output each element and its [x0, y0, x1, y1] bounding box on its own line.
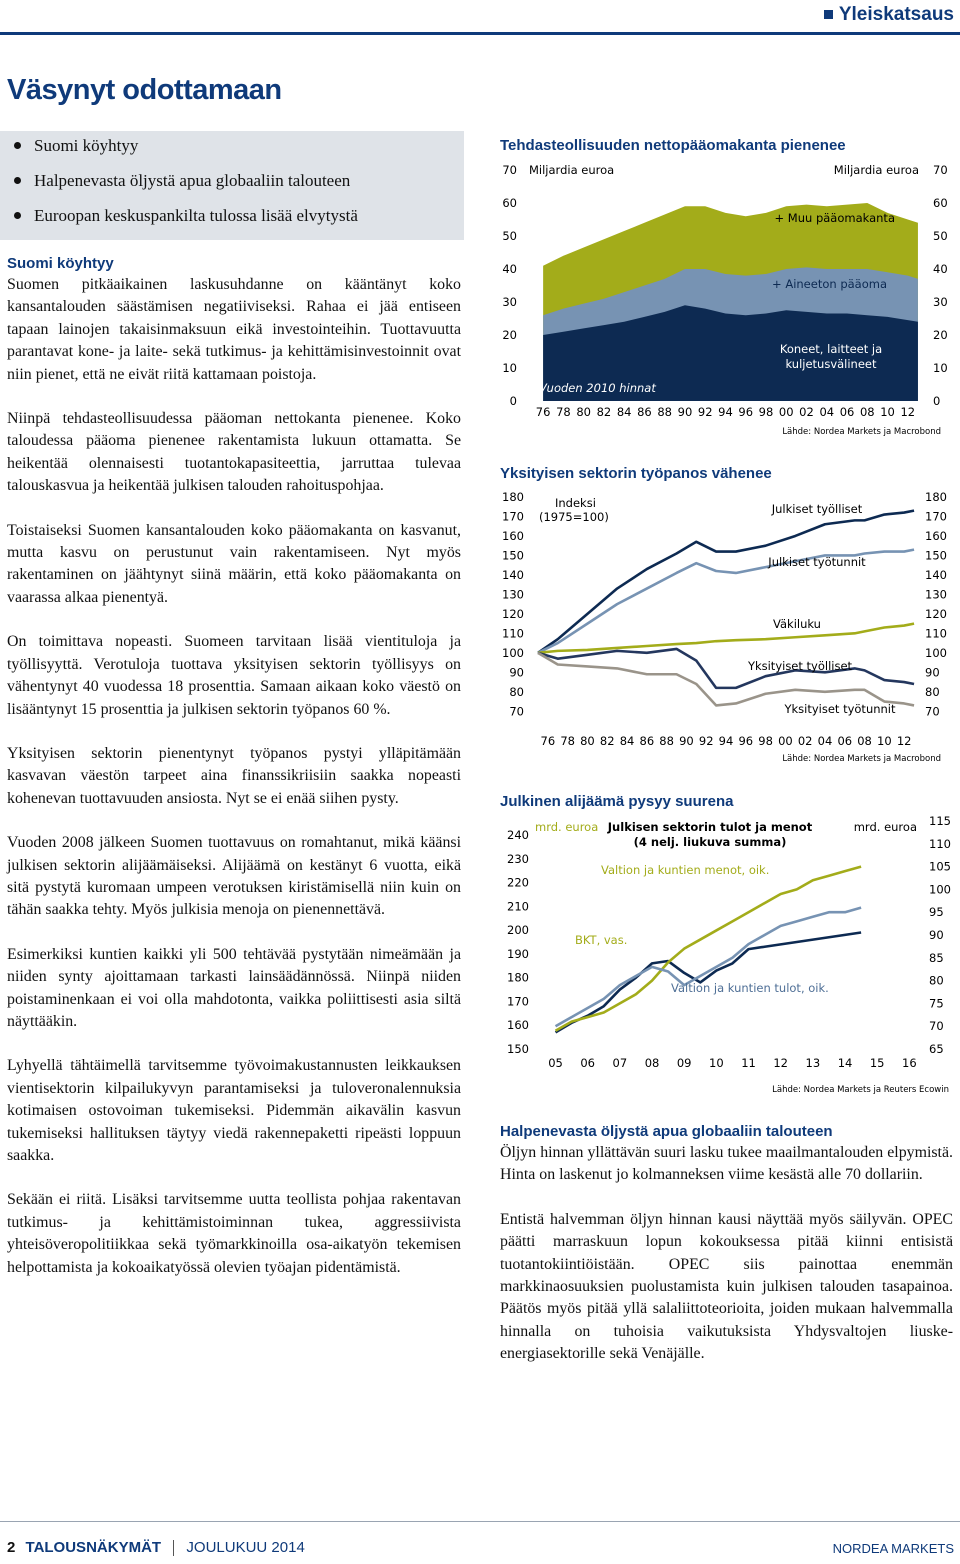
chart1-ytick-right: 50	[933, 229, 948, 243]
section-tag	[824, 4, 954, 26]
chart2-ytick-left: 120	[502, 606, 524, 621]
chart3-ytick-left: 170	[507, 994, 529, 1009]
chart3-series-label: BKT, vas.	[575, 933, 628, 947]
chart3-ylabel-left: mrd. euroa	[535, 820, 599, 834]
chart1-ylabel-right: Miljardia euroa	[833, 163, 919, 177]
chart1-xtick: 98	[758, 405, 774, 419]
paragraph: Entistä halvemman öljyn hinnan kausi näyttää myös säilyvän. OPEC päätti marraskuun lopun kokouksessa pitää kiinni entisistä tuotantokiintiöistään. OPEC siis painottaa enemmän markkinaosuuksien puolustamista kuin julkisen talouden tasapainoa. Päätös myös pitää yllä salaliittoteorioita, joiden mukaan halvemmalla hinnalla on tuhoisia vaikutuksista Yhdysvaltojen liuske-energiasektorille sekä Venäjälle.	[500, 1210, 953, 1363]
chart2-line-2	[538, 624, 914, 653]
left-heading: Suomi köyhtyy	[7, 255, 114, 272]
chart2-xtick: 04	[817, 734, 833, 748]
chart2-xtick: 12	[896, 734, 912, 748]
chart3-xtick: 07	[612, 1056, 628, 1070]
summary-box	[0, 131, 464, 240]
chart3-public-deficit	[495, 813, 958, 1099]
chart1-series-label: Koneet, laitteet ja	[779, 342, 883, 356]
chart1-ytick-right: 40	[933, 262, 948, 276]
chart1-ytick-left: 20	[502, 328, 517, 342]
chart3-source: Lähde: Nordea Markets ja Reuters Ecowin	[772, 1085, 949, 1095]
chart1-xtick: 06	[839, 405, 855, 419]
chart1-ytick-left: 0	[509, 394, 517, 408]
chart3-inner-title: (4 nelj. liukuva summa)	[633, 835, 787, 849]
summary-item: Halpenevasta öljystä apua globaaliin talouteen	[14, 171, 350, 191]
chart3-xtick: 15	[869, 1056, 885, 1070]
footer-divider	[173, 1540, 174, 1556]
chart3-ytick-right: 65	[929, 1042, 944, 1056]
chart1-xtick: 96	[738, 405, 754, 419]
chart2-ytick-right: 170	[925, 509, 947, 524]
chart3-ytick-right: 85	[929, 950, 944, 965]
chart1-ylabel-left: Miljardia euroa	[529, 163, 615, 177]
chart3-xtick: 16	[902, 1056, 917, 1070]
chart2-title: Yksityisen sektorin työpanos vähenee	[500, 465, 772, 482]
chart3-ytick-left: 160	[507, 1018, 529, 1033]
chart1-xtick: 82	[596, 405, 612, 419]
chart1-xtick: 80	[576, 405, 591, 419]
chart2-ytick-right: 90	[925, 665, 940, 680]
chart2-ytick-right: 100	[925, 645, 947, 660]
paragraph: Esimerkiksi kuntien kaikki yli 500 tehtävää pystytään nimeämään ja niiden synty ajoittamaan tarkasti lainsäädännössä. Niinpä niiden poistaminenkaan ei voi olla mahdotonta, vaikka poliittisesti asia siltä näyttääkin.	[7, 945, 461, 1030]
chart2-series-label: Yksityiset työtunnit	[784, 702, 896, 716]
chart2-series-label: Julkiset työtunnit	[768, 555, 866, 569]
chart1-ytick-right: 0	[933, 394, 941, 408]
chart3-ytick-right: 100	[929, 882, 951, 897]
chart3-xtick: 05	[548, 1056, 563, 1070]
section-label: Yleiskatsaus	[838, 4, 954, 25]
chart2-ytick-left: 160	[502, 528, 524, 543]
chart3-ytick-right: 90	[929, 928, 944, 942]
chart2-xtick: 08	[857, 734, 872, 748]
footer	[7, 1539, 305, 1556]
paragraph: Niinpä tehdasteollisuudessa pääoman nettokanta pienenee. Koko taloudessa pääoma pienenee rakentamista lukuun ottamatta. Se heikentää olennaisesti tuotantokapasiteettia, jarruttaa tulevaa talouskasvua ja heikentää julkisen talouden rahoituspohjaa.	[7, 410, 461, 495]
chart2-ytick-right: 180	[925, 490, 947, 504]
chart2-line-4	[538, 653, 914, 706]
chart3-series-label: Valtion ja kuntien menot, oik.	[601, 863, 770, 877]
chart3-xtick: 08	[644, 1056, 660, 1070]
chart3-ytick-right: 80	[929, 973, 944, 988]
chart3-xtick: 10	[709, 1056, 724, 1070]
chart1-xtick: 84	[616, 405, 632, 419]
chart2-xtick: 10	[877, 734, 892, 748]
chart1-ytick-right: 60	[933, 196, 948, 210]
chart2-ytick-left: 140	[502, 567, 524, 582]
chart3-ytick-right: 110	[929, 836, 951, 851]
chart1-ytick-left: 40	[502, 262, 517, 276]
chart2-xtick: 00	[778, 734, 793, 748]
bullet-icon	[14, 212, 21, 219]
chart1-xtick: 12	[900, 405, 916, 419]
chart2-ytick-right: 140	[925, 567, 947, 582]
chart2-ytick-left: 80	[509, 684, 524, 699]
chart3-ytick-right: 70	[929, 1019, 944, 1034]
chart2-ytick-left: 100	[502, 645, 524, 660]
chart2-xtick: 94	[718, 734, 734, 748]
right-column	[500, 1142, 953, 1366]
chart1-ytick-right: 70	[933, 163, 948, 177]
chart3-ytick-right: 105	[929, 859, 951, 874]
summary-item: Suomi köyhtyy	[14, 136, 138, 156]
chart1-capital-stock	[495, 158, 958, 440]
chart2-series-label: Julkiset työlliset	[771, 502, 863, 516]
chart2-ytick-right: 70	[925, 704, 940, 719]
bullet-icon	[14, 177, 21, 184]
left-column	[7, 274, 461, 1279]
chart1-xtick: 02	[799, 405, 814, 419]
chart2-ylabel: (1975=100)	[539, 510, 609, 524]
chart2-source: Lähde: Nordea Markets ja Macrobond	[782, 754, 941, 764]
chart3-ytick-left: 180	[507, 970, 529, 985]
chart3-xtick: 06	[580, 1056, 596, 1070]
chart1-xtick: 88	[657, 405, 673, 419]
top-rule	[0, 32, 960, 35]
chart1-source: Lähde: Nordea Markets ja Macrobond	[782, 427, 941, 437]
paragraph: Lyhyellä tähtäimellä tarvitsemme työvoimakustannusten leikkauksen vientisektorin kilpailukyvyn parantamiseksi ja tuloveronalennuksia kotimaisen ostovoiman tukemiseksi. Pidemmän aikavälin kasvun tukemiseksi hallituksen täytyy viedä rakennepaketti ripeästi loppuun saakka.	[7, 1057, 461, 1164]
chart3-ytick-left: 230	[507, 851, 529, 866]
chart1-xtick: 10	[880, 405, 895, 419]
publisher-name: NORDEA MARKETS	[832, 1541, 954, 1556]
paragraph: On toimittava nopeasti. Suomeen tarvitaan lisää vientituloja ja työllisyyttä. Verotuloja tuottava yksityisen sektorin työllisyys on vähentynyt 40 vuodessa 18 prosenttia. Samaan aikaan koko väestö on lisääntynyt 15 prosenttia ja julkisen sektorin työpanos 60 %.	[7, 633, 461, 718]
chart1-xtick: 92	[697, 405, 713, 419]
chart1-xtick: 76	[535, 405, 551, 419]
chart2-ytick-right: 130	[925, 587, 947, 602]
chart2-ytick-left: 150	[502, 548, 524, 563]
chart1-xtick: 04	[819, 405, 835, 419]
chart2-ytick-left: 90	[509, 665, 524, 680]
chart1-title: Tehdasteollisuuden nettopääomakanta pienenee	[500, 137, 846, 154]
chart2-xtick: 88	[659, 734, 674, 748]
chart2-xtick: 78	[560, 734, 575, 748]
chart2-ytick-right: 150	[925, 548, 947, 563]
chart1-series-label: + Aineeton pääoma	[772, 277, 887, 291]
chart3-xtick: 11	[741, 1056, 756, 1070]
publication-name: TALOUSNÄKYMÄT	[25, 1539, 162, 1556]
chart1-ytick-left: 30	[502, 295, 517, 309]
summary-item: Euroopan keskuspankilta tulossa lisää elvytystä	[14, 206, 358, 226]
chart1-xtick: 94	[718, 405, 733, 419]
chart2-xtick: 76	[540, 734, 556, 748]
paragraph: Sekään ei riitä. Lisäksi tarvitsemme uutta teollista pohjaa rakentavan tutkimus- ja kehittämistoiminnan tukea, aggressiivista yhteisöveropolitiikkaa sekä työmarkkinoilla osa-aikatyön tekemisen helpottamista ja kokoaikatyössä olevien työajan pidentämistä.	[7, 1191, 461, 1276]
chart3-ytick-left: 240	[507, 828, 529, 842]
chart3-ylabel-right: mrd. euroa	[853, 820, 917, 834]
chart3-xtick: 13	[805, 1056, 821, 1070]
bullet-icon	[14, 142, 21, 149]
chart2-ylabel: Indeksi	[555, 496, 596, 510]
chart1-ytick-left: 60	[502, 196, 517, 210]
chart1-ytick-right: 10	[933, 361, 948, 375]
chart3-ytick-left: 200	[507, 923, 529, 938]
chart3-ytick-left: 220	[507, 875, 529, 890]
chart1-series-label: + Muu pääomakanta	[774, 211, 895, 225]
chart2-xtick: 80	[580, 734, 595, 748]
page-number: 2	[7, 1539, 16, 1556]
chart2-xtick: 96	[738, 734, 754, 748]
chart1-xtick: 78	[556, 405, 571, 419]
chart1-xtick: 86	[637, 405, 652, 419]
chart2-xtick: 82	[599, 734, 615, 748]
chart1-ytick-left: 50	[502, 229, 517, 243]
chart3-title: Julkinen alijäämä pysyy suurena	[500, 793, 734, 810]
chart3-ytick-right: 75	[929, 996, 944, 1011]
chart2-xtick: 02	[797, 734, 813, 748]
chart2-xtick: 84	[619, 734, 635, 748]
chart1-ytick-right: 30	[933, 295, 948, 309]
chart2-xtick: 90	[679, 734, 694, 748]
chart2-xtick: 06	[837, 734, 853, 748]
chart3-ytick-left: 210	[507, 899, 529, 914]
chart2-ytick-left: 170	[502, 509, 524, 524]
chart2-series-label: Yksityiset työlliset	[747, 659, 853, 673]
chart3-series-label: Valtion ja kuntien tulot, oik.	[671, 981, 829, 995]
chart2-ytick-right: 110	[925, 626, 947, 641]
paragraph: Toistaiseksi Suomen kansantalouden koko pääomakanta on kasvanut, mutta kasvu on perustunut vain rakentamiseen. Nyt myös rakentaminen on jäähtynyt siinä määrin, että koko pääomakanta on vaarassa alkaa pienentyä.	[7, 521, 461, 606]
chart1-annotation: Vuoden 2010 hinnat	[539, 381, 656, 395]
paragraph: Vuoden 2008 jälkeen Suomen tuottavuus on romahtanut, mikä käänsi julkisen sektorin alijäämäiseksi. Alijäämä on kestänyt 6 vuotta, eikä sitä pystytä kuromaan umpeen verotuksen kiristämisellä niin kuin on tähän saakka tehty. Myös julkisia menoja on pienennettävä.	[7, 834, 461, 919]
chart1-ytick-right: 20	[933, 328, 948, 342]
chart2-ytick-left: 70	[509, 704, 524, 719]
chart3-xtick: 09	[676, 1056, 692, 1070]
chart1-xtick: 08	[859, 405, 875, 419]
issue-date: JOULUKUU 2014	[186, 1539, 305, 1556]
chart1-ytick-left: 70	[502, 163, 517, 177]
chart2-ytick-left: 130	[502, 587, 524, 602]
chart2-xtick: 92	[698, 734, 714, 748]
chart1-ytick-left: 10	[502, 361, 517, 375]
right-heading: Halpenevasta öljystä apua globaaliin talouteen	[500, 1123, 833, 1140]
chart3-ytick-left: 190	[507, 946, 529, 961]
chart2-ytick-right: 80	[925, 684, 940, 699]
chart3-xtick: 14	[837, 1056, 853, 1070]
chart3-ytick-left: 150	[507, 1042, 529, 1056]
chart1-xtick: 00	[778, 405, 794, 419]
paragraph: Öljyn hinnan yllättävän suuri lasku tukee maailmantalouden elpymistä. Hinta on laskenut jo kolmanneksen viime kesästä alle 70 dollariin.	[500, 1144, 953, 1184]
chart3-ytick-right: 95	[929, 905, 944, 920]
chart2-xtick: 98	[758, 734, 773, 748]
chart3-ytick-right: 115	[929, 814, 951, 828]
chart3-xtick: 12	[773, 1056, 789, 1070]
section-square-icon	[824, 10, 833, 19]
chart1-series-label: kuljetusvälineet	[785, 357, 877, 371]
chart2-ytick-left: 180	[502, 490, 524, 504]
page-title: Väsynyt odottamaan	[7, 74, 282, 106]
footer-rule	[0, 1521, 960, 1522]
chart2-labour-input	[495, 485, 958, 767]
chart2-ytick-right: 120	[925, 606, 947, 621]
chart3-inner-title: Julkisen sektorin tulot ja menot	[607, 820, 813, 834]
chart2-ytick-left: 110	[502, 626, 524, 641]
paragraph: Suomen pitkäaikainen laskusuhdanne on kääntänyt koko kansantalouden säästämisen negatiiviseksi. Rahaa ei jää entiseen tapaan lainojen takaisinmaksuun eikä investointeihin. Tuottavuutta parantavat kone- ja laite- sekä tutkimus- ja kehittämisinvestoinnit ovat niin pienet, että ne eivät riitä kattamaan poistoja.	[7, 276, 461, 383]
chart2-xtick: 86	[639, 734, 655, 748]
paragraph: Yksityisen sektorin pienentynyt työpanos pystyi ylläpitämään kasvavan väestön tarpeet aina finanssikriisiin saakka nopeasti kohenevan tuottavuuden ansiosta. Nyt se ei enää siihen pysty.	[7, 744, 461, 807]
chart2-series-label: Väkiluku	[773, 617, 821, 631]
chart2-line-3	[538, 649, 914, 688]
chart1-xtick: 90	[677, 405, 693, 419]
chart2-ytick-right: 160	[925, 528, 947, 543]
